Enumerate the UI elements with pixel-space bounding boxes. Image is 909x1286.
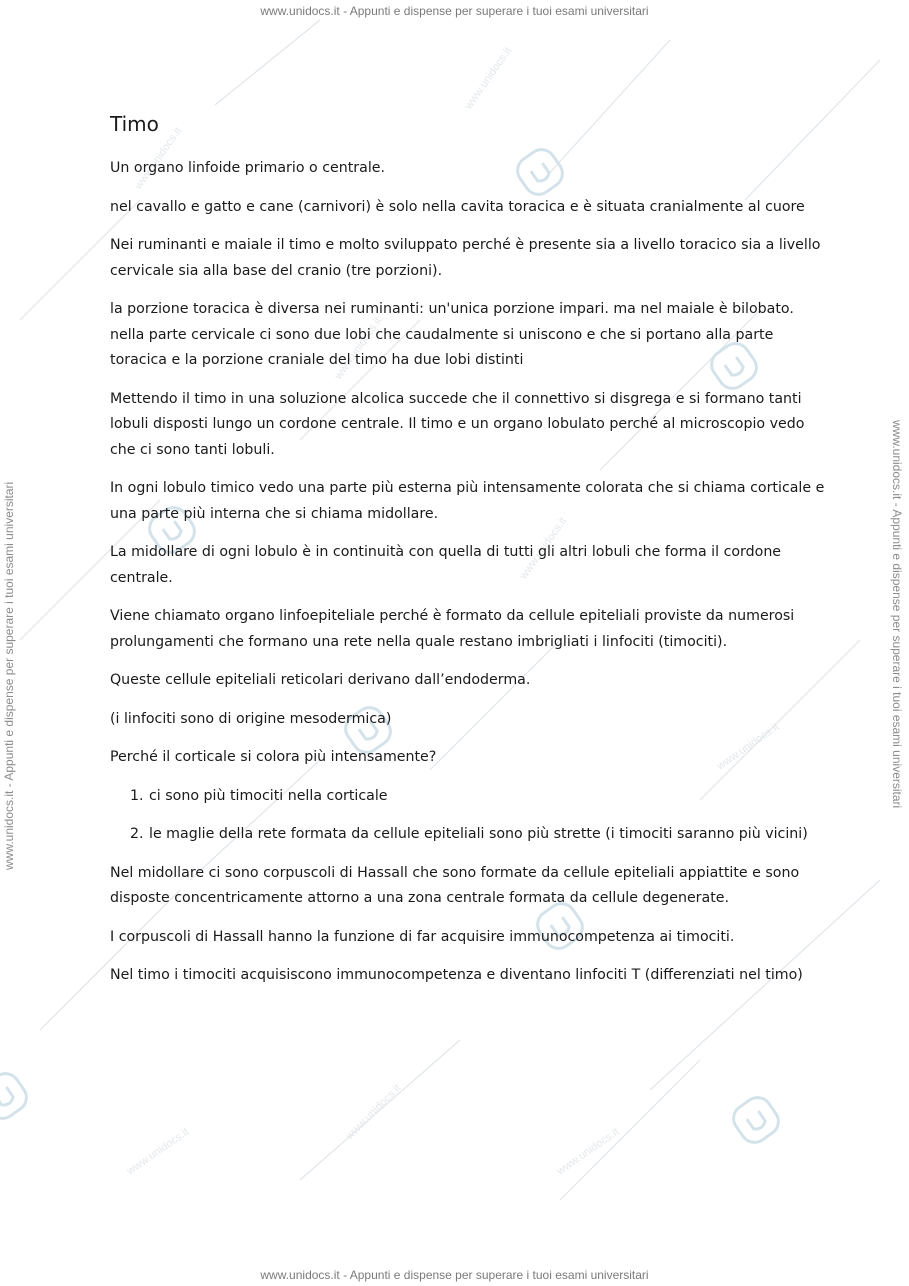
svg-text:www.unidocs.it: www.unidocs.it xyxy=(124,1125,192,1178)
watermark-header: www.unidocs.it - Appunti e dispense per superare i tuoi esami universitari xyxy=(260,4,649,18)
paragraph: Queste cellule epiteliali reticolari derivano dall’endoderma. xyxy=(110,672,531,688)
svg-text:www.unidocs.it: www.unidocs.it xyxy=(462,45,515,112)
paragraph: Un organo linfoide primario o centrale. xyxy=(110,160,386,176)
paragraph: Viene chiamato organo linfoepiteliale perché è formato da cellule epiteliali proviste da numerosi prolungamenti che formano una rete nella quale restano imbrigliati i linfociti (timociti). xyxy=(110,608,795,650)
paragraph: La midollare di ogni lobulo è in continuità con quella di tutti gli altri lobuli che forma il cordone centrale. xyxy=(110,544,782,586)
svg-text:www.unidocs.it: www.unidocs.it xyxy=(343,1082,404,1143)
list-item xyxy=(110,784,830,810)
list-number: 1. xyxy=(130,787,144,804)
paragraph: Mettendo il timo in una soluzione alcolica succede che il connettivo si disgrega e si formano tanti lobuli disposti lungo un cordone centrale. Il timo e un organo lobulato perché al microscopio vedo che ci sono tanti lobuli. xyxy=(110,390,805,458)
svg-text:www.unidocs.it: www.unidocs.it xyxy=(714,720,782,773)
watermark-footer: www.unidocs.it - Appunti e dispense per superare i tuoi esami universitari xyxy=(260,1268,649,1282)
svg-text:www.unidocs.it: www.unidocs.it xyxy=(554,1125,622,1178)
paragraph: nel cavallo e gatto e cane (carnivori) è solo nella cavita toracica e è situata cranialmente al cuore xyxy=(110,198,805,215)
paragraph: In ogni lobulo timico vedo una parte più esterna più intensamente colorata che si chiama corticale e una parte più interna che si chiama midollare. xyxy=(110,480,825,522)
list-text: le maglie della rete formata da cellule epiteliali sono più strette (i timociti saranno più vicini) xyxy=(149,826,808,842)
paragraph: Nel midollare ci sono corpuscoli di Hassall che sono formate da cellule epiteliali appiattite e sono disposte concentricamente attorno a una zona centrale formata da cellule degenerate. xyxy=(110,864,800,906)
page-title: Timo xyxy=(110,112,159,136)
watermark-right-side: www.unidocs.it - Appunti e dispense per superare i tuoi esami universitari xyxy=(890,420,904,809)
svg-text:www.unidocs.it: www.unidocs.it xyxy=(132,125,185,192)
paragraph: I corpuscoli di Hassall hanno la funzione di far acquisire immunocompetenza ai timociti. xyxy=(110,928,735,945)
document-body xyxy=(110,112,830,1002)
svg-text:www.unidocs.it: www.unidocs.it xyxy=(332,315,385,382)
list-number: 2. xyxy=(130,826,144,842)
paragraph: Perché il corticale si colora più intensamente? xyxy=(110,749,437,765)
svg-text:www.unidocs.it: www.unidocs.it xyxy=(517,515,570,582)
watermark-left-side: www.unidocs.it - Appunti e dispense per superare i tuoi esami universitari xyxy=(2,481,16,870)
paragraph: Nel timo i timociti acquisiscono immunocompetenza e diventano linfociti T (differenziati nel timo) xyxy=(110,967,803,983)
paragraph: Nei ruminanti e maiale il timo e molto sviluppato perché è presente sia a livello toracico sia a livello cervicale sia alla base del cranio (tre porzioni). xyxy=(110,237,821,279)
list-text: ci sono più timociti nella corticale xyxy=(149,787,388,804)
paragraph: (i linfociti sono di origine mesodermica) xyxy=(110,710,392,727)
list-item xyxy=(110,822,830,848)
paragraph: la porzione toracica è diversa nei ruminanti: un'unica porzione impari. ma nel maiale è bilobato. nella parte cervicale ci sono due lobi che caudalmente si uniscono e che si portano alla parte toracica e la porzione craniale del timo ha due lobi distinti xyxy=(110,301,794,368)
